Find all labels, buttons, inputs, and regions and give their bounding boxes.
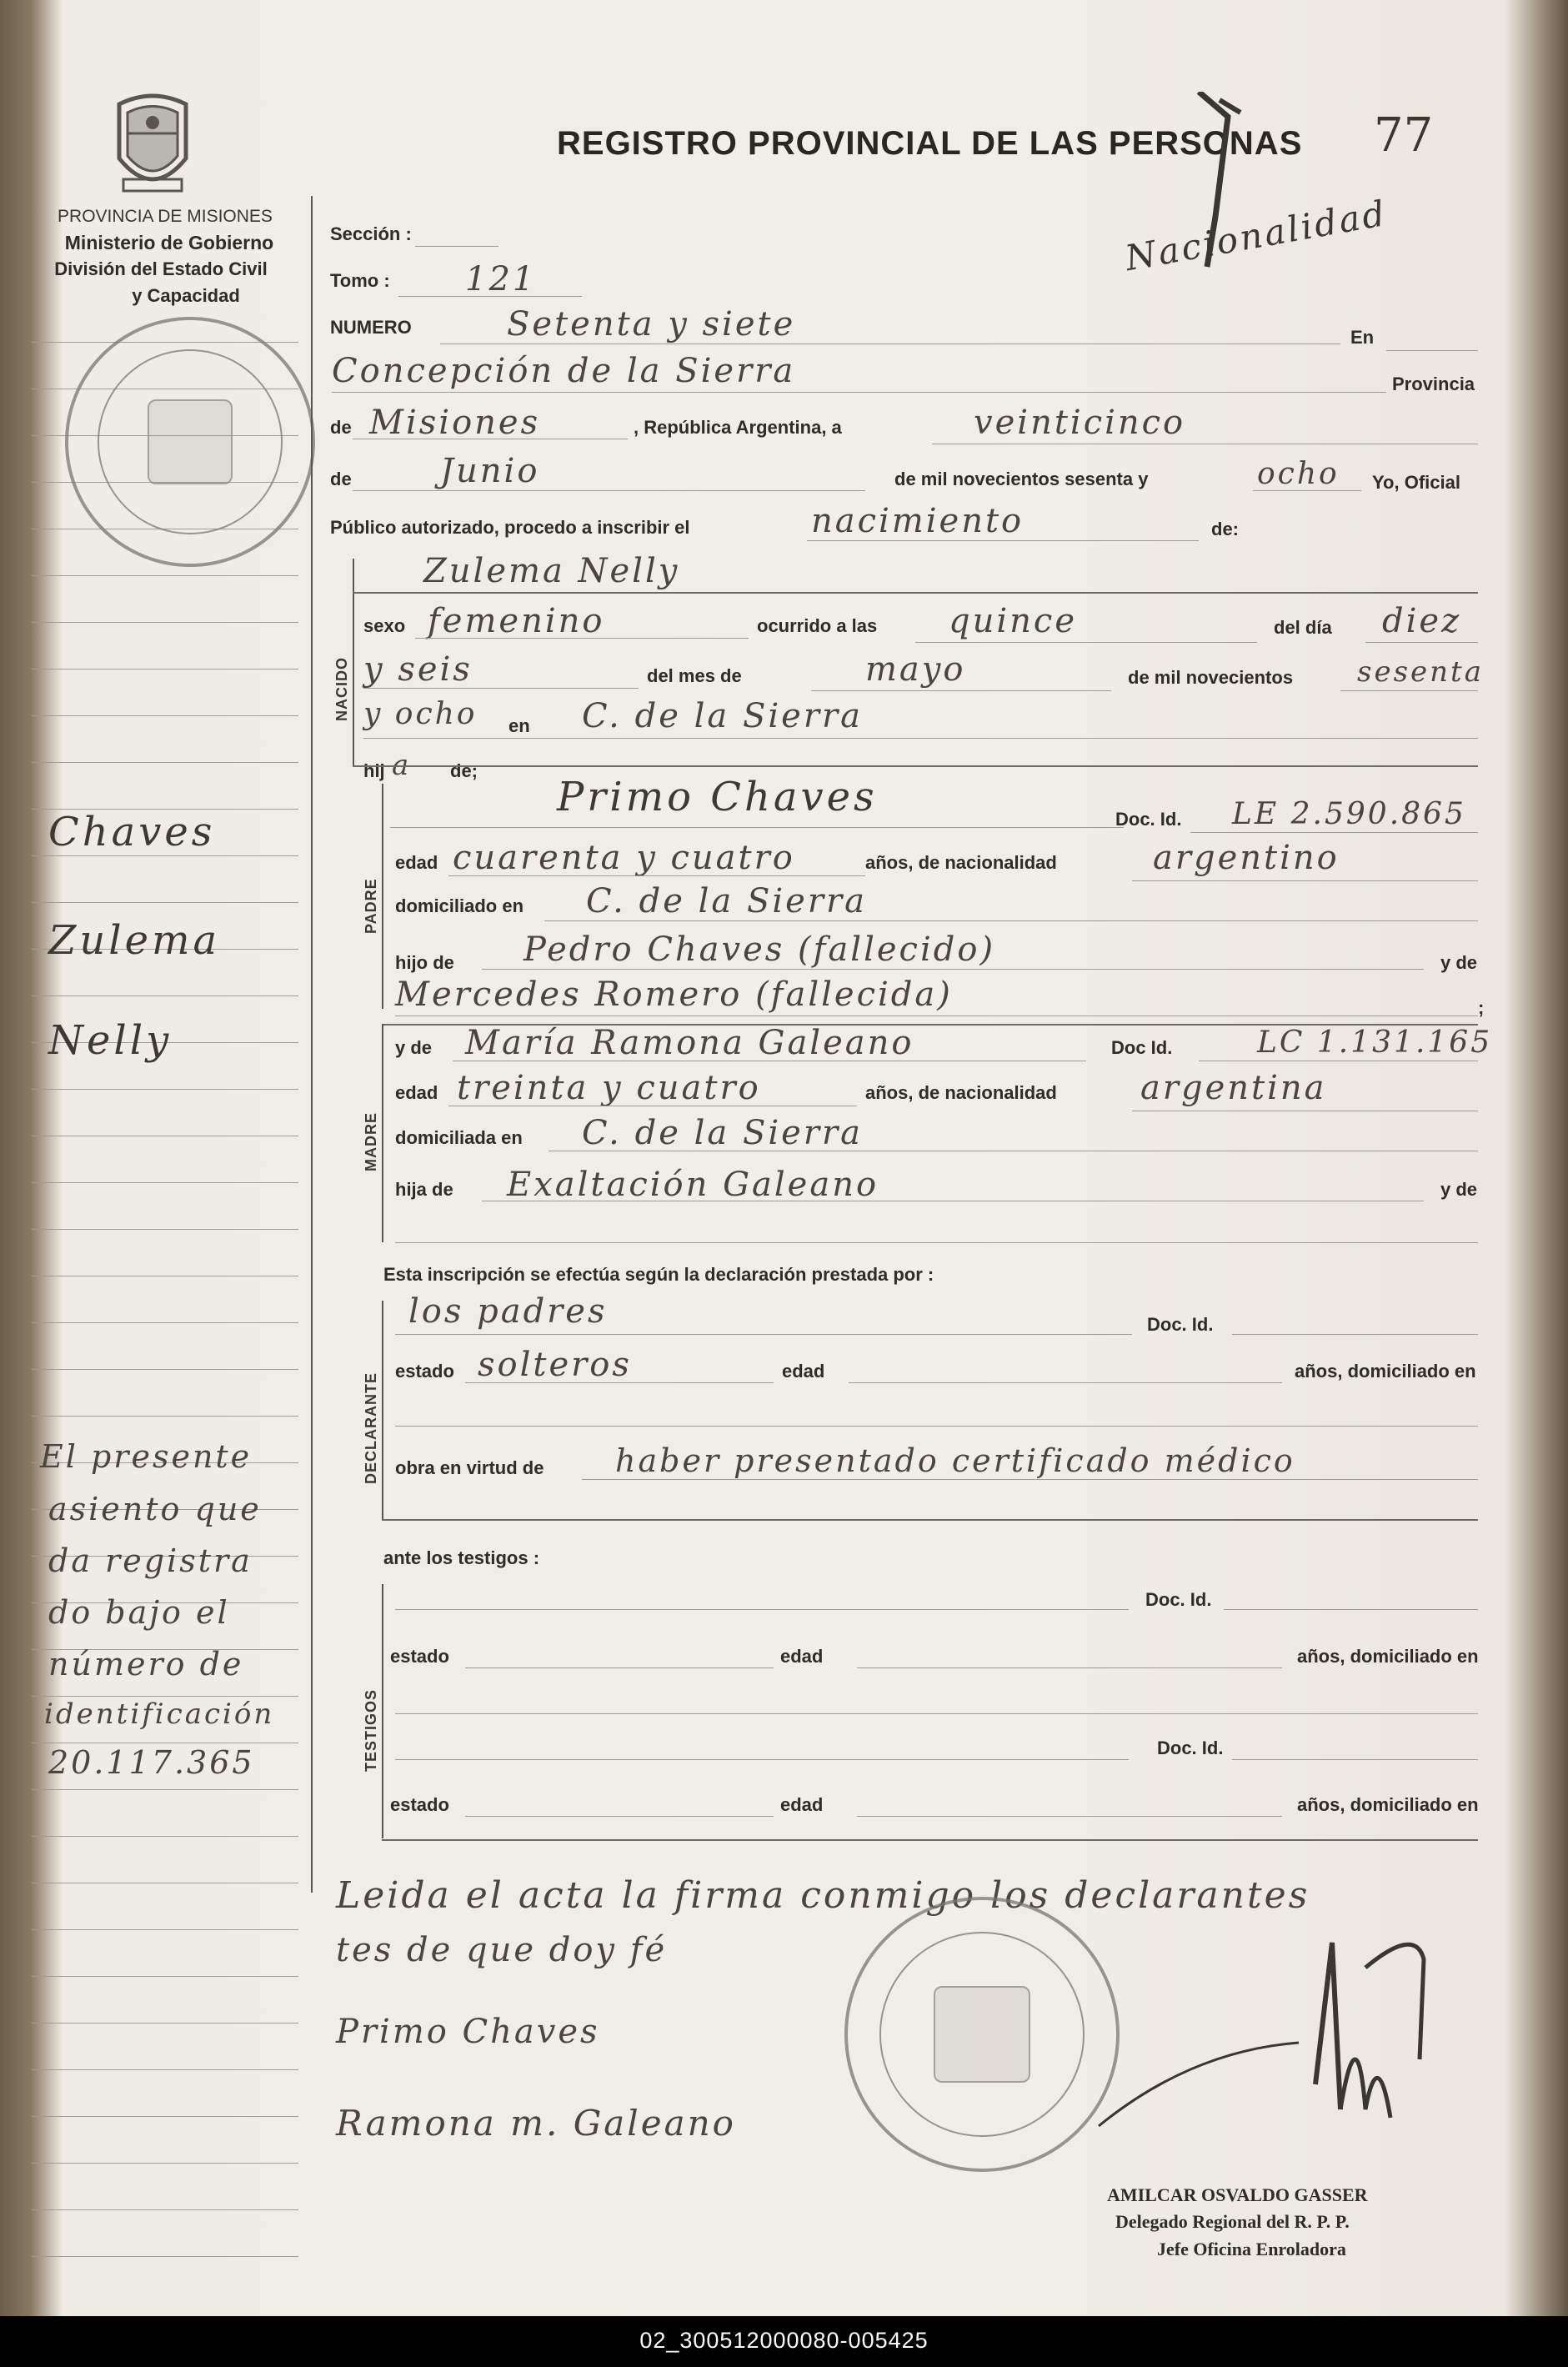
sexo-label: sexo bbox=[363, 615, 406, 636]
hijo-label: hij bbox=[363, 760, 385, 781]
testigo2-edad-label: edad bbox=[780, 1794, 824, 1815]
testigo1-edad-label: edad bbox=[780, 1646, 824, 1667]
ministry-name: Ministerio de Gobierno bbox=[64, 232, 274, 253]
delmes-label: del mes de bbox=[647, 665, 742, 686]
de2-label: de bbox=[330, 469, 352, 489]
declarante-estado-value: solteros bbox=[478, 1346, 632, 1384]
dia-value: diez bbox=[1382, 602, 1462, 640]
testigo1-estado-label: estado bbox=[390, 1646, 449, 1667]
padre-edad-label: edad bbox=[395, 852, 438, 873]
margin-divider bbox=[311, 196, 313, 1893]
margin-note-line1: El presente bbox=[40, 1438, 253, 1475]
yo-label: Yo, Oficial bbox=[1372, 472, 1460, 493]
madre-anios-label: años, de nacionalidad bbox=[865, 1082, 1057, 1103]
official-seal-bottom bbox=[844, 1897, 1120, 2172]
madre-nac-value: argentina bbox=[1140, 1069, 1327, 1107]
margin-note-line2: asiento que bbox=[48, 1491, 262, 1527]
firma-padre: Primo Chaves bbox=[336, 2013, 600, 2051]
firma-madre: Ramona m. Galeano bbox=[336, 2103, 736, 2144]
en-nac-label: en bbox=[508, 715, 530, 736]
anio-value: ocho bbox=[1257, 457, 1340, 491]
padre-yde-label: y de bbox=[1440, 952, 1478, 973]
ministry-province: PROVINCIA DE MISIONES bbox=[58, 207, 273, 226]
page-number: 77 bbox=[1374, 108, 1434, 163]
milnov-label: de mil novecientos bbox=[1128, 667, 1294, 688]
page-title: REGISTRO PROVINCIAL DE LAS PERSONAS bbox=[557, 125, 1303, 162]
provincia-value: Misiones bbox=[369, 404, 541, 442]
declarante-obra-label: obra en virtud de bbox=[395, 1457, 544, 1478]
declarante-anios-label: años, domiciliado en bbox=[1295, 1361, 1476, 1382]
numero-value: Setenta y siete bbox=[507, 305, 796, 344]
declarante-nombre: los padres bbox=[408, 1292, 608, 1331]
oficial-nombre: AMILCAR OSVALDO GASSER bbox=[1107, 2184, 1368, 2205]
padre-section-label: PADRE bbox=[363, 878, 379, 934]
madre-padre-value: Exaltación Galeano bbox=[507, 1166, 879, 1204]
padre-semicolon: ; bbox=[1478, 997, 1485, 1018]
mil-label: de mil novecientos sesenta y bbox=[894, 469, 1149, 489]
testigo2-doc-label: Doc. Id. bbox=[1157, 1738, 1224, 1758]
republica-label: , República Argentina, a bbox=[634, 417, 842, 438]
madre-dom-label: domiciliada en bbox=[395, 1127, 523, 1148]
madre-nombre: María Ramona Galeano bbox=[465, 1024, 914, 1062]
stamp-note: Nacionalidad bbox=[1122, 192, 1390, 279]
de3-label: de: bbox=[1211, 519, 1239, 539]
declarante-divider bbox=[382, 1301, 383, 1519]
padre-hijo-label: hijo de bbox=[395, 952, 454, 973]
anio-value-nac: sesenta bbox=[1357, 655, 1484, 689]
margin-note-line5: número de bbox=[48, 1646, 244, 1682]
padre-madre-value: Mercedes Romero (fallecida) bbox=[395, 975, 953, 1014]
declarante-section-label: DECLARANTE bbox=[363, 1372, 379, 1484]
provincia-label: Provincia bbox=[1392, 374, 1475, 394]
madre-hija-label: hija de bbox=[395, 1179, 453, 1200]
margin-middlename: Nelly bbox=[48, 1017, 173, 1064]
declarante-edad-label: edad bbox=[782, 1361, 825, 1382]
oficial-cargo2: Jefe Oficina Enroladora bbox=[1157, 2239, 1346, 2259]
madre-doc-label: Doc Id. bbox=[1111, 1037, 1173, 1058]
tomo-label: Tomo : bbox=[330, 270, 390, 291]
margin-note-id-number: 20.117.365 bbox=[48, 1744, 255, 1781]
cierre-line2: tes de que doy fé bbox=[336, 1931, 668, 1969]
declarante-obra-value: haber presentado certificado médico bbox=[615, 1442, 1295, 1479]
hijo-value: a bbox=[392, 749, 412, 782]
padre-divider bbox=[382, 784, 383, 1009]
mes-value: Junio bbox=[440, 452, 540, 490]
numero-label: NUMERO bbox=[330, 317, 412, 338]
dia-value: veinticinco bbox=[974, 404, 1186, 442]
ministry-division: División del Estado Civil bbox=[54, 258, 268, 279]
oficial-cargo1: Delegado Regional del R. P. P. bbox=[1115, 2211, 1350, 2232]
madre-divider bbox=[382, 1024, 383, 1242]
padre-anios-label: años, de nacionalidad bbox=[865, 852, 1057, 873]
padre-doc-value: LE 2.590.865 bbox=[1232, 797, 1466, 831]
lugar-nac-value: C. de la Sierra bbox=[582, 697, 863, 735]
declarante-intro: Esta inscripción se efectúa según la declaración prestada por : bbox=[383, 1264, 934, 1285]
madre-section-label: MADRE bbox=[363, 1112, 379, 1171]
padre-edad-value: cuarenta y cuatro bbox=[453, 839, 795, 877]
madre-edad-label: edad bbox=[395, 1082, 438, 1103]
margin-firstname: Zulema bbox=[48, 917, 221, 964]
ocurrido-label: ocurrido a las bbox=[757, 615, 878, 636]
testigos-divider bbox=[382, 1584, 383, 1838]
hijo-de-label: de; bbox=[450, 760, 478, 781]
cierre-line1: Leida el acta la firma conmigo los declarantes bbox=[336, 1874, 1310, 1917]
declarante-doc-label: Doc. Id. bbox=[1147, 1314, 1214, 1335]
testigo2-anios-label: años, domiciliado en bbox=[1297, 1794, 1479, 1815]
margin-surname: Chaves bbox=[48, 809, 216, 855]
padre-dom-value: C. de la Sierra bbox=[586, 882, 867, 920]
sexo-value: femenino bbox=[428, 602, 605, 640]
acto-value: nacimiento bbox=[811, 502, 1024, 540]
dia-value-cont: y seis bbox=[363, 650, 473, 689]
margin-note-line4: do bajo el bbox=[48, 1594, 230, 1631]
de-label: de bbox=[330, 417, 352, 438]
madre-edad-value: treinta y cuatro bbox=[457, 1069, 761, 1107]
deldia-label: del día bbox=[1274, 617, 1332, 638]
hora-value: quince bbox=[949, 602, 1077, 640]
padre-dom-label: domiciliado en bbox=[395, 895, 524, 916]
testigo1-doc-label: Doc. Id. bbox=[1145, 1589, 1212, 1610]
testigo1-anios-label: años, domiciliado en bbox=[1297, 1646, 1479, 1667]
coat-of-arms-icon bbox=[107, 88, 198, 200]
nacido-divider bbox=[353, 559, 354, 765]
nacido-nombre: Zulema Nelly bbox=[423, 552, 680, 590]
testigos-section-label: TESTIGOS bbox=[363, 1688, 379, 1772]
register-page bbox=[32, 8, 1532, 2301]
padre-nombre: Primo Chaves bbox=[557, 774, 878, 820]
padre-nac-value: argentino bbox=[1153, 839, 1340, 877]
image-code: 02_300512000080-005425 bbox=[639, 2328, 929, 2353]
margin-note-line3: da registra bbox=[48, 1542, 253, 1579]
madre-dom-value: C. de la Sierra bbox=[582, 1114, 863, 1152]
padre-doc-label: Doc. Id. bbox=[1115, 809, 1182, 830]
madre-yde2-label: y de bbox=[1440, 1179, 1478, 1200]
officer-signature bbox=[1090, 1918, 1474, 2168]
padre-padre-value: Pedro Chaves (fallecido) bbox=[524, 930, 996, 969]
madre-doc-value: LC 1.131.165 bbox=[1257, 1026, 1493, 1060]
madre-yde-label: y de bbox=[395, 1037, 433, 1058]
lugar-value: Concepción de la Sierra bbox=[332, 352, 796, 390]
publico-label: Público autorizado, procedo a inscribir el bbox=[330, 517, 690, 538]
declarante-estado-label: estado bbox=[395, 1361, 454, 1382]
testigo2-estado-label: estado bbox=[390, 1794, 449, 1815]
testigos-intro: ante los testigos : bbox=[383, 1547, 540, 1568]
tomo-value: 121 bbox=[465, 260, 537, 298]
seccion-label: Sección : bbox=[330, 223, 412, 244]
nacido-section-label: NACIDO bbox=[333, 657, 350, 721]
margin-note-line6: identificación bbox=[44, 1698, 275, 1731]
mes-value-nac: mayo bbox=[865, 650, 966, 689]
anio-value-nac-cont: y ocho bbox=[363, 697, 478, 731]
official-seal-left bbox=[65, 317, 315, 567]
en-label: En bbox=[1350, 327, 1375, 348]
ministry-capacity: y Capacidad bbox=[132, 285, 240, 306]
